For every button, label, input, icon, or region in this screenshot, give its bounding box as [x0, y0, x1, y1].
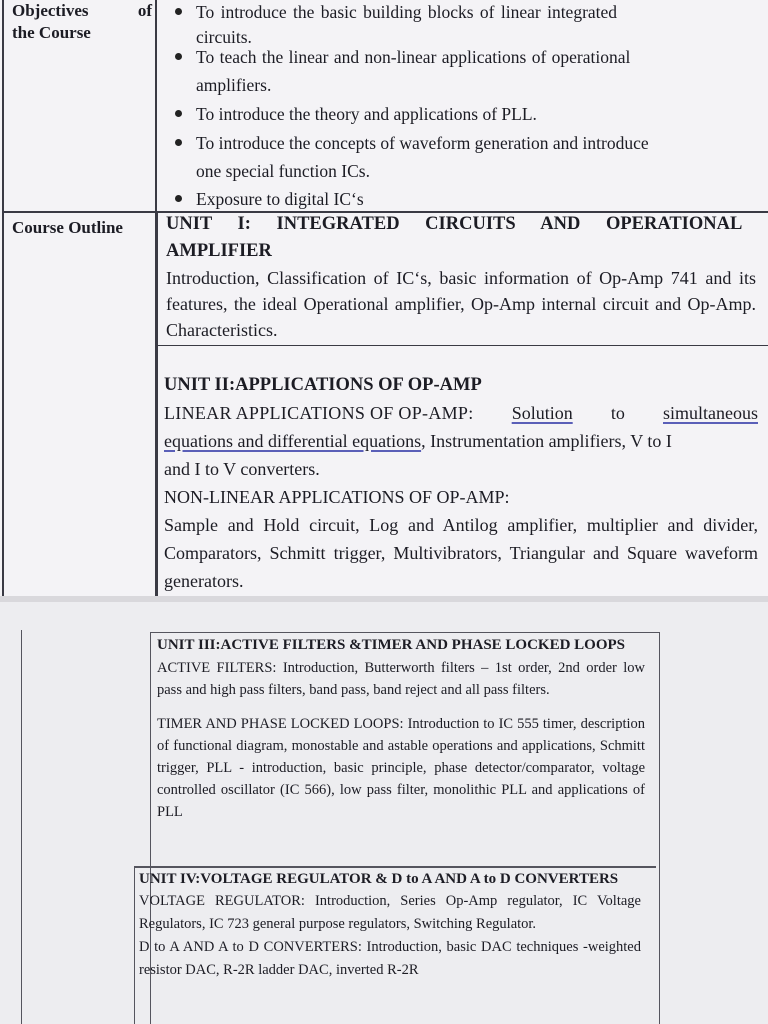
objective-text: amplifiers. — [196, 75, 272, 95]
row-divider-unit1 — [157, 345, 768, 346]
unit2-linear-line1 — [164, 399, 758, 427]
unit4-converters: D to A AND A to D CONVERTERS: Introduction, basic DAC techniques -weighted resistor DAC, R-2R ladder DAC, inverted R-2R — [139, 939, 641, 978]
linear-solution-word: Solution — [511, 403, 573, 423]
objective-item — [196, 131, 762, 184]
of-word: of — [137, 1, 152, 20]
unit4-cell — [139, 868, 641, 982]
unit2-nonlinear-body: Sample and Hold circuit, Log and Antilog amplifier, multiplier and divider, Comparators, Schmitt trigger, Multivibrators, Triangular and Square waveform generators. — [164, 515, 758, 591]
linear-rest-text: , Instrumentation amplifiers, V to I — [421, 431, 672, 451]
objectives-word: Objectives — [12, 1, 89, 20]
objective-text: To introduce the basic building blocks of linear integrated — [196, 2, 618, 22]
unit2-linear-line2 — [164, 427, 758, 455]
unit3-title: UNIT III:ACTIVE FILTERS &TIMER AND PHASE LOCKED LOOPS — [157, 637, 626, 653]
linear-to-word: to — [610, 403, 625, 423]
unit4-left-border — [134, 866, 135, 1024]
objectives-label — [12, 0, 154, 44]
objective-text: To introduce the theory and applications of PLL. — [196, 104, 537, 124]
course-outline-label: Course Outline — [12, 218, 123, 237]
unit3-cell — [157, 634, 645, 823]
lower-table-top — [150, 632, 660, 633]
outline-inner-left — [157, 213, 158, 596]
unit2-title: UNIT II:APPLICATIONS OF OP-AMP — [164, 375, 482, 395]
linear-heading: LINEAR APPLICATIONS OF OP-AMP: — [164, 403, 474, 423]
objective-text: Exposure to digital IC‘s — [196, 189, 364, 209]
objectives-label-line1 — [12, 0, 152, 22]
unit4-voltage-regulator: VOLTAGE REGULATOR: Introduction, Series Op-Amp regulator, IC Voltage Regulators, IC 723 general purpose regulators, Switching Regulator. — [139, 893, 641, 932]
unit3-active-filters: ACTIVE FILTERS: Introduction, Butterworth filters – 1st order, 2nd order low pass and high pass filters, band pass, band reject and all pass filters. — [157, 660, 645, 698]
unit1-title-line1: UNIT I: INTEGRATED CIRCUITS AND OPERATIONAL — [166, 214, 743, 234]
bullet-icon — [175, 195, 182, 202]
bullet-icon — [175, 8, 182, 15]
unit2-linear-line3: and I to V converters. — [164, 459, 320, 479]
lower-table-left-border — [21, 630, 22, 1024]
objective-item — [196, 187, 762, 212]
unit1-title — [166, 211, 756, 265]
unit3-timer-pll: TIMER AND PHASE LOCKED LOOPS: Introduction to IC 555 timer, description of functional diagram, monostable and astable operations and applications, Schmitt trigger, PLL - introduction, basic principle, phase detector/comparator, voltage controlled oscillator (IC 566), low pass filter, monolithic PLL and applications of PLL — [157, 716, 645, 820]
unit1-cell — [166, 211, 756, 343]
bullet-icon — [175, 110, 182, 117]
objective-text: To teach the linear and non-linear applications of operational — [196, 47, 631, 67]
linear-equations-text: equations and differential equations — [164, 431, 422, 451]
objective-text: To introduce the concepts of waveform generation and introduce — [196, 133, 649, 153]
objective-item — [196, 0, 762, 50]
objective-item — [196, 102, 762, 127]
objectives-label-line2: the Course — [12, 23, 91, 42]
unit2-nonlinear-heading: NON-LINEAR APPLICATIONS OF OP-AMP: — [164, 487, 510, 507]
syllabus-page-bottom — [0, 602, 768, 1024]
objectives-list — [196, 0, 762, 212]
unit4-title: UNIT IV:VOLTAGE REGULATOR & D to A AND A to D CONVERTERS — [139, 871, 619, 887]
objective-item — [196, 45, 762, 98]
unit1-title-line2: AMPLIFIER — [166, 241, 272, 261]
unit2-linear — [164, 399, 758, 483]
linear-simultaneous-word: simultaneous — [663, 403, 758, 423]
lower-table-right-border — [659, 632, 660, 1024]
unit1-body: Introduction, Classification of IC‘s, basic information of Op-Amp 741 and its features, the ideal Operational amplifier, Op-Amp internal circuit and Op-Amp. Characteristics. — [166, 268, 756, 340]
objective-text: circuits. — [196, 27, 252, 47]
bullet-icon — [175, 139, 182, 146]
table-left-border — [2, 0, 4, 596]
objective-text: one special function ICs. — [196, 161, 370, 181]
unit2-cell — [164, 372, 758, 595]
bullet-icon — [175, 53, 182, 60]
